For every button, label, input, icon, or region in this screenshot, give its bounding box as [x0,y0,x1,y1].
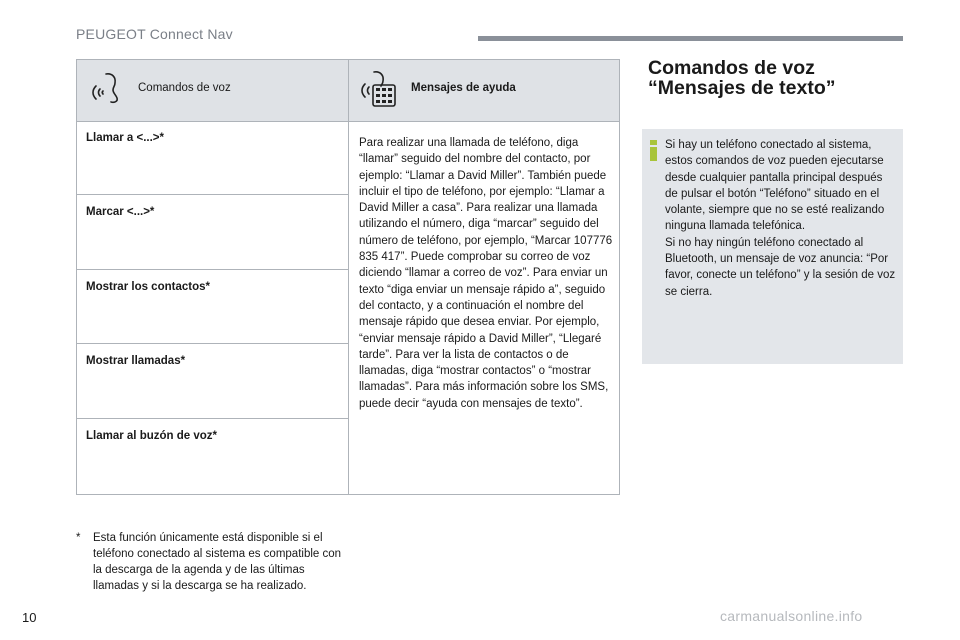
section-title [648,58,908,98]
voice-commands-table [76,59,620,495]
info-text [665,137,897,300]
help-message-text: Para realizar una llamada de teléfono, diga “llamar” seguido del nombre del contacto, por ejemplo: “Llamar a David Miller”. También puede incluir el tipo de teléfono, por ejemplo: “Llamar a David Miller a casa”. Para realizar una llamada utilizando el número, diga “marcar” seguido del número de teléfono, por ejemplo, “Marcar 107776 835 417”. Puede comprobar su correo de voz diciendo “llamar a correo de voz”. Para enviar un texto “diga enviar un mensaje rápido a”, seguido del contacto, y a continuación el nombre del mensaje rápido que desea enviar. Por ejemplo, “enviar mensaje rápido a David Miller”, “Llegaré tarde”. Para ver la lista de contactos o de llamadas, diga “mostrar contactos” o “mostrar llamadas”. Para más información sobre los SMS, puede decir “ayuda con mensajes de texto”. [359,137,613,410]
header-bar [478,36,903,41]
command-row: Mostrar llamadas* [77,344,348,419]
voice-command-icon [87,68,127,108]
info-paragraph-2: Si no hay ningún teléfono conectado al Bluetooth, un mensaje de voz anuncia: “Por favor, conecte un teléfono” y la sesión de voz se cierra. [665,236,896,298]
command-row: Marcar <...>* [77,195,348,270]
info-paragraph-1: Si hay un teléfono conectado al sistema, estos comandos de voz pueden ejecutarse desde cualquier pantalla principal después de pulsar el botón “Teléfono” situado en el volante, siempre que no se esté realizando ninguna llamada telefónica. [665,139,885,233]
table-header-help-label: Mensajes de ayuda [411,82,516,94]
info-box [642,129,903,364]
footnote-marker: * [76,532,81,544]
section-title-line1: Comandos de voz [648,57,815,79]
watermark: carmanualsonline.info [720,608,863,624]
table-header-commands [77,60,349,121]
command-row: Mostrar los contactos* [77,270,348,344]
voice-help-keypad-icon [357,68,397,108]
footnote-text: Esta función únicamente está disponible si el teléfono conectado al sistema es compatible con la descarga de la agenda y de las últimas llamadas y si la descarga se ha realizado. [93,532,342,592]
section-title-line2: “Mensajes de texto” [648,77,836,99]
table-header-help [349,60,619,121]
table-header-row [77,60,619,122]
command-row: Llamar al buzón de voz* [86,430,217,442]
page-number: 10 [22,610,37,625]
command-row: Llamar a <...>* [77,121,348,195]
info-icon [650,140,657,161]
table-header-commands-label: Comandos de voz [138,82,231,94]
header-title: PEUGEOT Connect Nav [76,26,233,42]
commands-column [77,121,349,494]
